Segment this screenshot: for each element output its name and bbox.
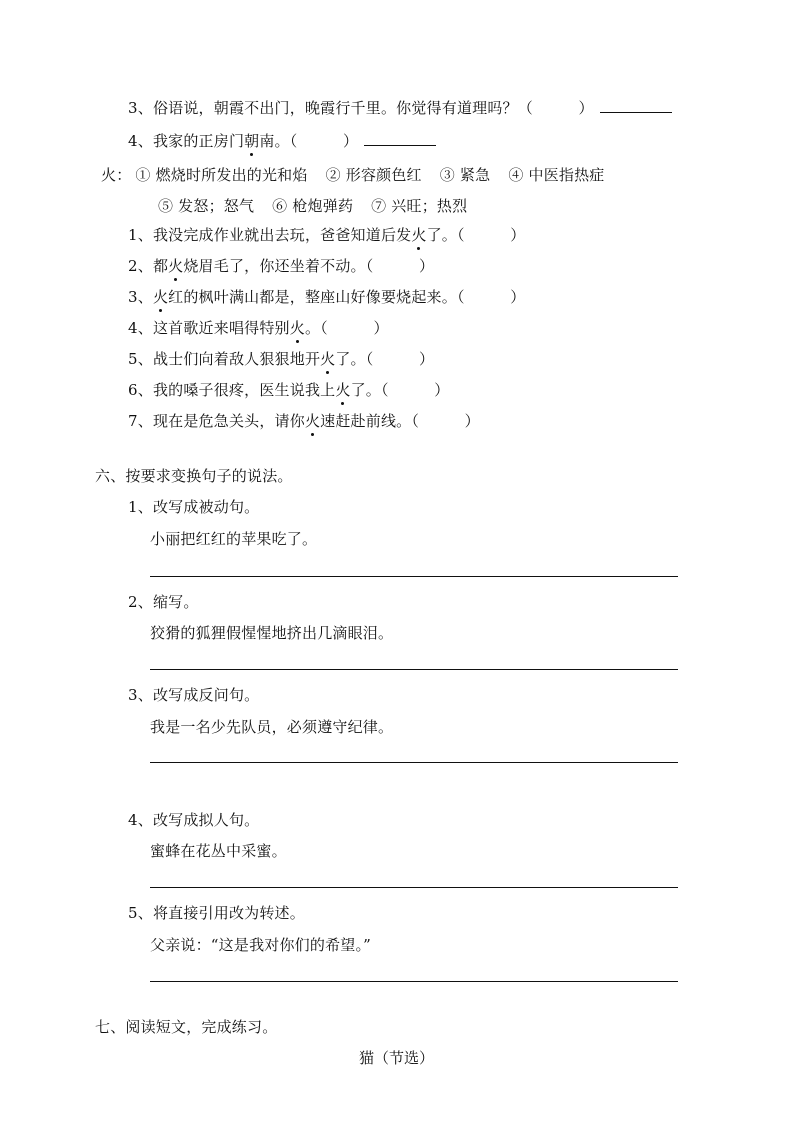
huo-meanings-row-2: [158, 196, 485, 216]
answer-blank[interactable]: [364, 131, 436, 146]
rewrite-task-1: 1、改写成被动句。: [128, 498, 260, 516]
rewrite-sentence-2: 狡猾的狐狸假惺惺地挤出几滴眼泪。: [150, 624, 394, 642]
meaning-2: ② 形容颜色红: [325, 166, 422, 184]
rewrite-sentence-5: 父亲说：“这是我对你们的希望。”: [150, 936, 372, 954]
rewrite-task-2: 2、缩写。: [128, 593, 199, 611]
answer-line-1[interactable]: [150, 576, 678, 577]
dotted-char: 火: [411, 226, 427, 244]
meaning-4: ④ 中医指热症: [508, 166, 605, 184]
rewrite-task-5: 5、将直接引用改为转述。: [128, 904, 305, 922]
dotted-char: 火: [152, 288, 169, 306]
meaning-5: ⑤ 发怒；怒气: [158, 197, 255, 215]
huo-meanings-row-1: 火： ① 燃烧时所发出的光和焰 ② 形容颜色红 ③ 紧急 ④ 中医指热症: [101, 166, 605, 184]
answer-line-5[interactable]: [150, 981, 678, 982]
dotted-char: 火: [304, 412, 321, 430]
huo-item-1: 1、我没完成作业就出去玩，爸爸知道后发火了。（ ）: [128, 226, 526, 244]
section-6-heading: 六、按要求变换句子的说法。: [95, 467, 293, 485]
meaning-3: ③ 紧急: [439, 166, 491, 184]
answer-line-4[interactable]: [150, 887, 678, 888]
dotted-char: 朝: [244, 132, 260, 150]
rewrite-sentence-4: 蜜蜂在花丛中采蜜。: [150, 842, 287, 860]
dotted-char: 火: [289, 319, 305, 337]
rewrite-sentence-1: 小丽把红红的苹果吃了。: [150, 530, 318, 548]
huo-item-6: 6、我的嗓子很疼，医生说我上火了。（ ）: [128, 381, 450, 399]
passage-title: 猫（节选）: [358, 1049, 434, 1067]
rewrite-sentence-3: 我是一名少先队员，必须遵守纪律。: [150, 718, 394, 736]
answer-line-2[interactable]: [150, 669, 678, 670]
meaning-6: ⑥ 枪炮弹药: [272, 197, 354, 215]
answer-blank[interactable]: [600, 98, 672, 113]
dotted-char: 火: [335, 381, 351, 399]
dotted-char: 火: [168, 257, 184, 275]
huo-item-5: 5、战士们向着敌人狠狠地开火了。（ ）: [128, 350, 435, 368]
section-7-heading: 七、阅读短文，完成练习。: [95, 1018, 278, 1036]
huo-item-2: 2、都火烧眉毛了，你还坐着不动。（ ）: [128, 257, 435, 275]
meaning-1: ① 燃烧时所发出的光和焰: [135, 166, 308, 184]
answer-line-3[interactable]: [150, 762, 678, 763]
dotted-char: 火: [320, 350, 336, 368]
question-item-3: 3、俗语说，朝霞不出门，晚霞行千里。你觉得有道理吗？（ ）: [128, 98, 672, 118]
rewrite-task-4: 4、改写成拟人句。: [128, 811, 260, 829]
huo-item-7: 7、现在是危急关头，请你火速赶赴前线。（ ）: [128, 412, 480, 430]
question-item-4: 4、我家的正房门朝南。（ ）: [128, 131, 436, 151]
huo-item-3: 3、火红的枫叶满山都是，整座山好像要烧起来。（ ）: [128, 288, 526, 306]
rewrite-task-3: 3、改写成反问句。: [128, 686, 260, 704]
huo-item-4: 4、这首歌近来唱得特别火。（ ）: [128, 319, 389, 337]
meaning-7: ⑦ 兴旺；热烈: [371, 197, 468, 215]
